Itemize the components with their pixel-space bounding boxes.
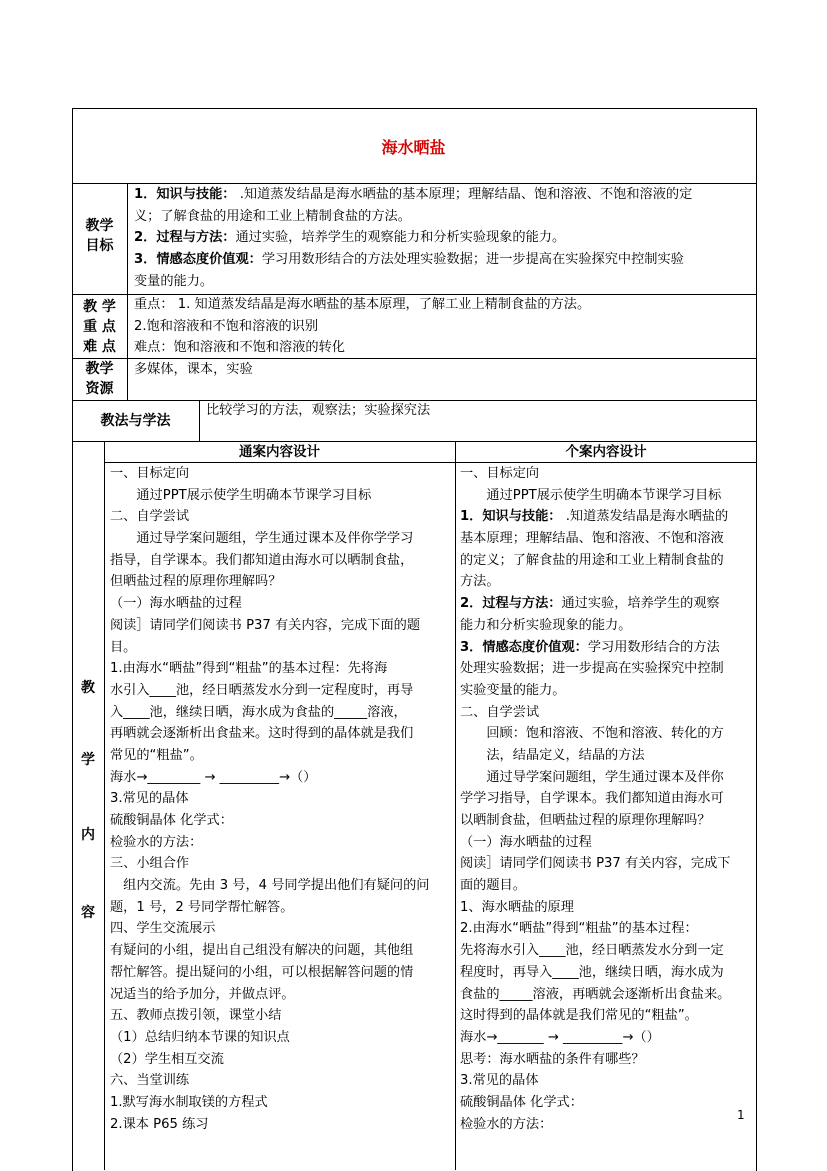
objective-text: 义；了解食盐的用途和工业上精制食盐的方法。 xyxy=(134,208,411,224)
methods-text: 比较学习的方法，观察法；实验探究法 xyxy=(206,403,431,418)
content-line: 通过导学案问题组，学生通过课本及伴你学学习 xyxy=(110,531,414,547)
resources-content xyxy=(134,359,253,381)
column-divider xyxy=(127,358,128,400)
content-line: 学学习指导，自学课本。我们都知道由海水可 xyxy=(460,791,724,807)
methods-content xyxy=(206,400,430,422)
content-line xyxy=(460,593,731,615)
content-line: 回顾：饱和溶液、不饱和溶液、转化的方 xyxy=(460,726,724,742)
content-line: 思考：海水晒盐的条件有哪些？ xyxy=(460,1051,645,1067)
keypoint-line: 重点： 1. 知道蒸发结晶是海水晒盐的基本原理，了解工业上精制食盐的方法。 xyxy=(134,297,591,312)
objective-text: 通过实验，培养学生的观察能力和分析实验现象的能力。 xyxy=(235,230,566,246)
content-line: 一、目标定向 xyxy=(460,466,540,481)
content-line: 组内交流。先由 3 号，4 号同学提出他们有疑问的问 xyxy=(110,878,430,894)
objectives-label-line: 目标 xyxy=(85,238,114,254)
content-line: 硫酸铜晶体 化学式： xyxy=(460,1094,583,1110)
content-line: 一、目标定向 xyxy=(110,466,190,481)
objective-text: 学习用数形结合的方法处理实验数据；进一步提高在实验探究中控制实验 xyxy=(261,252,684,268)
general-design-content xyxy=(110,463,429,1135)
keypoints-label xyxy=(72,297,127,357)
content-line: 通过PPT展示使学生明确本节课学习目标 xyxy=(110,487,372,503)
content-line: 二、自学尝试 xyxy=(460,704,540,720)
content-line: （2）学生相互交流 xyxy=(110,1051,224,1067)
objective-text: .知道蒸发结晶是海水晒盐的 xyxy=(561,509,729,525)
keypoints-label-line: 教 学 xyxy=(83,299,116,315)
column-divider xyxy=(455,441,456,1170)
content-line: 检验水的方法： xyxy=(460,1116,553,1132)
objective-text: 变量的能力。 xyxy=(134,273,214,289)
side-label-char: 教 xyxy=(81,680,95,696)
objective-heading: 1．知识与技能： xyxy=(460,509,562,525)
content-line: 再晒就会逐渐析出食盐来。这时得到的晶体就是我们 xyxy=(110,726,414,742)
content-line: 2.课本 P65 练习 xyxy=(110,1116,209,1132)
content-line: 3.常见的晶体 xyxy=(110,791,189,807)
content-line: 1.默写海水制取镁的方程式 xyxy=(110,1094,268,1110)
objective-text: 学习用数形结合的方法 xyxy=(587,639,720,655)
content-line: 海水→_______ → _________→（） xyxy=(460,1029,660,1045)
content-line: 能力和分析实验现象的能力。 xyxy=(460,617,632,633)
content-line: 指导，自学课本。我们都知道由海水可以晒制食盐， xyxy=(110,552,414,568)
content-line: 水引入____池，经日晒蒸发水分到一定程度时，再导 xyxy=(110,682,414,698)
objective-heading: 3．情感态度价值观： xyxy=(460,639,588,655)
page-number: 1 xyxy=(737,1108,745,1122)
column-divider xyxy=(127,183,128,358)
keypoint-line: 2.饱和溶液和不饱和溶液的识别 xyxy=(134,318,319,334)
methods-label: 教法与学法 xyxy=(100,413,171,429)
resources-label-line: 教学 xyxy=(85,361,114,377)
content-line: 3.常见的晶体 xyxy=(460,1073,539,1089)
content-line xyxy=(460,637,731,659)
content-line: （一）海水晒盐的过程 xyxy=(110,596,242,612)
content-line: 检验水的方法： xyxy=(110,834,203,850)
document-title: 海水晒盐 xyxy=(381,138,446,157)
content-line: 题，1 号，2 号同学帮忙解答。 xyxy=(110,899,294,915)
objective-heading: 3．情感态度价值观： xyxy=(134,252,262,268)
content-line: 阅读］请同学们阅读书 P37 有关内容，完成下 xyxy=(460,856,731,872)
content-line: 食盐的_____溶液，再晒就会逐渐析出食盐来。 xyxy=(460,986,731,1002)
content-line: 五、教师点拨引领，课堂小结 xyxy=(110,1008,282,1024)
objective-heading: 1．知识与技能： xyxy=(134,187,236,202)
objectives-label xyxy=(72,216,127,256)
content-line: 阅读］请同学们阅读书 P37 有关内容，完成下面的题 xyxy=(110,617,421,633)
content-line: 有疑问的小组，提出自己组没有解决的问题，其他组 xyxy=(110,943,414,959)
objectives-content xyxy=(134,184,692,292)
content-line: 常见的“粗盐”。 xyxy=(110,747,203,763)
content-line: 法，结晶定义，结晶的方法 xyxy=(460,747,645,763)
content-line: 1、海水晒盐的原理 xyxy=(460,899,574,915)
individual-design-content xyxy=(460,463,731,1135)
content-line: 目。 xyxy=(110,639,137,655)
column-divider xyxy=(199,400,200,441)
content-line: 但晒盐过程的原理你理解吗？ xyxy=(110,574,282,590)
content-line: 三、小组合作 xyxy=(110,856,190,872)
content-line: 面的题目。 xyxy=(460,878,526,894)
keypoints-label-line: 重 点 xyxy=(83,319,116,335)
content-line: 海水→________ → _________→（） xyxy=(110,769,317,785)
content-line: 帮忙解答。提出疑问的小组，可以根据解答问题的情 xyxy=(110,964,414,980)
side-label-char: 学 xyxy=(81,752,95,768)
content-line: 六、当堂训练 xyxy=(110,1073,190,1089)
side-label-char: 内 xyxy=(81,827,95,843)
content-line: 实验变量的能力。 xyxy=(460,682,566,698)
content-line: 这时得到的晶体就是我们常见的“粗盐”。 xyxy=(460,1008,698,1024)
content-line: 方法。 xyxy=(460,574,500,590)
column-divider xyxy=(104,441,105,1170)
content-line: （一）海水晒盐的过程 xyxy=(460,834,592,850)
keypoint-line: 难点：饱和溶液和不饱和溶液的转化 xyxy=(134,340,345,356)
objectives-label-line: 教学 xyxy=(85,218,114,234)
objective-text: .知道蒸发结晶是海水晒盐的基本原理；理解结晶、饱和溶液、不饱和溶液的定 xyxy=(235,187,693,202)
content-line: 先将海水引入____池，经日晒蒸发水分到一定 xyxy=(460,943,724,959)
content-line xyxy=(460,506,731,528)
objective-heading: 2．过程与方法： xyxy=(460,596,562,612)
left-column-header: 通案内容设计 xyxy=(239,444,320,460)
side-label-char: 容 xyxy=(81,905,95,921)
resources-label xyxy=(72,359,127,399)
resources-label-line: 资源 xyxy=(85,381,114,397)
content-line: 的定义；了解食盐的用途和工业上精制食盐的 xyxy=(460,552,724,568)
content-line: 以晒制食盐，但晒盐过程的原理你理解吗？ xyxy=(460,813,711,828)
keypoints-content xyxy=(134,294,590,359)
content-line: 基本原理；理解结晶、饱和溶液、不饱和溶液 xyxy=(460,531,724,547)
content-line: 通过导学案问题组，学生通过课本及伴你 xyxy=(460,769,724,785)
right-column-header: 个案内容设计 xyxy=(565,444,647,460)
objective-heading: 2．过程与方法： xyxy=(134,230,236,246)
content-line: 通过PPT展示使学生明确本节课学习目标 xyxy=(460,487,722,503)
content-line: 硫酸铜晶体 化学式： xyxy=(110,813,233,828)
content-line: 程度时，再导入____池，继续日晒，海水成为 xyxy=(460,964,724,980)
content-line: 处理实验数据；进一步提高在实验探究中控制 xyxy=(460,661,724,677)
content-line: 1.由海水“晒盐”得到“粗盐”的基本过程：先将海 xyxy=(110,661,388,677)
content-line: 2.由海水“晒盐”得到“粗盐”的基本过程： xyxy=(460,921,698,937)
keypoints-label-line: 难 点 xyxy=(83,339,116,355)
content-line: 况适当的给予加分，并做点评。 xyxy=(110,986,295,1002)
content-line: 入____池，继续日晒，海水成为食盐的_____溶液， xyxy=(110,704,407,720)
content-line: （1）总结归纳本节课的知识点 xyxy=(110,1029,290,1045)
objective-text: 通过实验，培养学生的观察 xyxy=(561,596,720,612)
content-line: 四、学生交流展示 xyxy=(110,921,216,937)
resources-text: 多媒体，课本，实验 xyxy=(134,362,253,377)
content-line: 二、自学尝试 xyxy=(110,509,190,525)
